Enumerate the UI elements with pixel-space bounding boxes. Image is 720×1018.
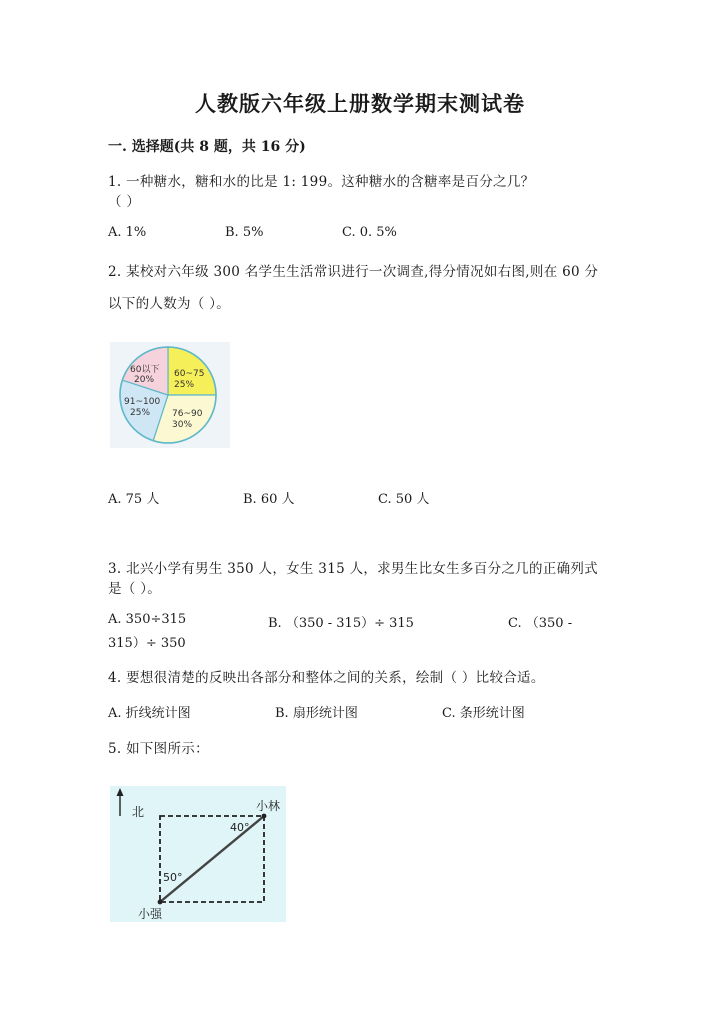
question-4-option-c: C. 条形统计图: [442, 706, 525, 721]
direction-diagram-svg: [110, 786, 286, 922]
question-4-option-b: B. 扇形统计图: [275, 706, 358, 721]
question-1-option-a: A. 1%: [108, 225, 147, 240]
north-label: 北: [132, 805, 145, 819]
question-1-blank: （ ）: [108, 194, 141, 210]
point-xiaolin: [262, 814, 267, 819]
pie-label-60-75: 60~75: [174, 369, 205, 379]
question-1-option-c: C. 0. 5%: [342, 225, 397, 240]
label-xiaolin: 小林: [256, 799, 281, 813]
question-2-text: 2. 某校对六年级 300 名学生生活常识进行一次调查,得分情况如右图,则在 60 分: [108, 264, 599, 280]
pie-value-60-75: 25%: [174, 380, 195, 390]
question-5-text: 5. 如下图所示：: [108, 741, 209, 757]
question-2-option-a: A. 75 人: [108, 492, 160, 507]
question-3-option-c: C. （350 -: [508, 616, 573, 631]
question-2-option-c: C. 50 人: [378, 492, 430, 507]
point-xiaoqiang: [158, 900, 163, 905]
question-4-text: 4. 要想很清楚的反映出各部分和整体之间的关系，绘制（ ）比较合适。: [108, 670, 545, 686]
pie-label-76-90: 76~90: [172, 409, 203, 419]
pie-value-60-below: 20%: [134, 375, 155, 385]
angle-50-label: 50°: [163, 871, 183, 884]
question-3-option-b: B. （350 - 315）÷ 315: [268, 616, 414, 631]
question-1-option-b: B. 5%: [225, 225, 264, 240]
pie-value-91-100: 25%: [130, 408, 151, 418]
pie-label-60-below: 60以下: [130, 365, 160, 375]
question-2-option-b: B. 60 人: [243, 492, 295, 507]
angle-40-label: 40°: [230, 821, 250, 834]
pie-chart-figure: [110, 342, 230, 448]
question-1-text: 1. 一种糖水，糖和水的比是 1: 199。这种糖水的含糖率是百分之几？: [108, 174, 535, 190]
section-heading: 一. 选择题(共 8 题，共 16 分): [108, 139, 306, 155]
question-3-text: 3. 北兴小学有男生 350 人，女生 315 人，求男生比女生多百分之几的正确列式: [108, 561, 598, 577]
north-arrow-icon: [117, 788, 124, 796]
label-xiaoqiang: 小强: [138, 907, 163, 921]
pie-value-76-90: 30%: [172, 420, 193, 430]
page-title: 人教版六年级上册数学期末测试卷: [195, 91, 525, 116]
question-3-text-cont: 是（ ）。: [108, 581, 162, 597]
pie-label-91-100: 91~100: [124, 397, 161, 407]
question-2-text-cont: 以下的人数为（ ）。: [108, 296, 231, 312]
pie-chart: [110, 342, 230, 448]
question-3-option-a: A. 350÷315: [108, 612, 187, 627]
direction-diagram: [110, 786, 286, 922]
question-4-option-a: A. 折线统计图: [108, 706, 191, 721]
question-3-option-c-cont: 315）÷ 350: [108, 636, 186, 651]
